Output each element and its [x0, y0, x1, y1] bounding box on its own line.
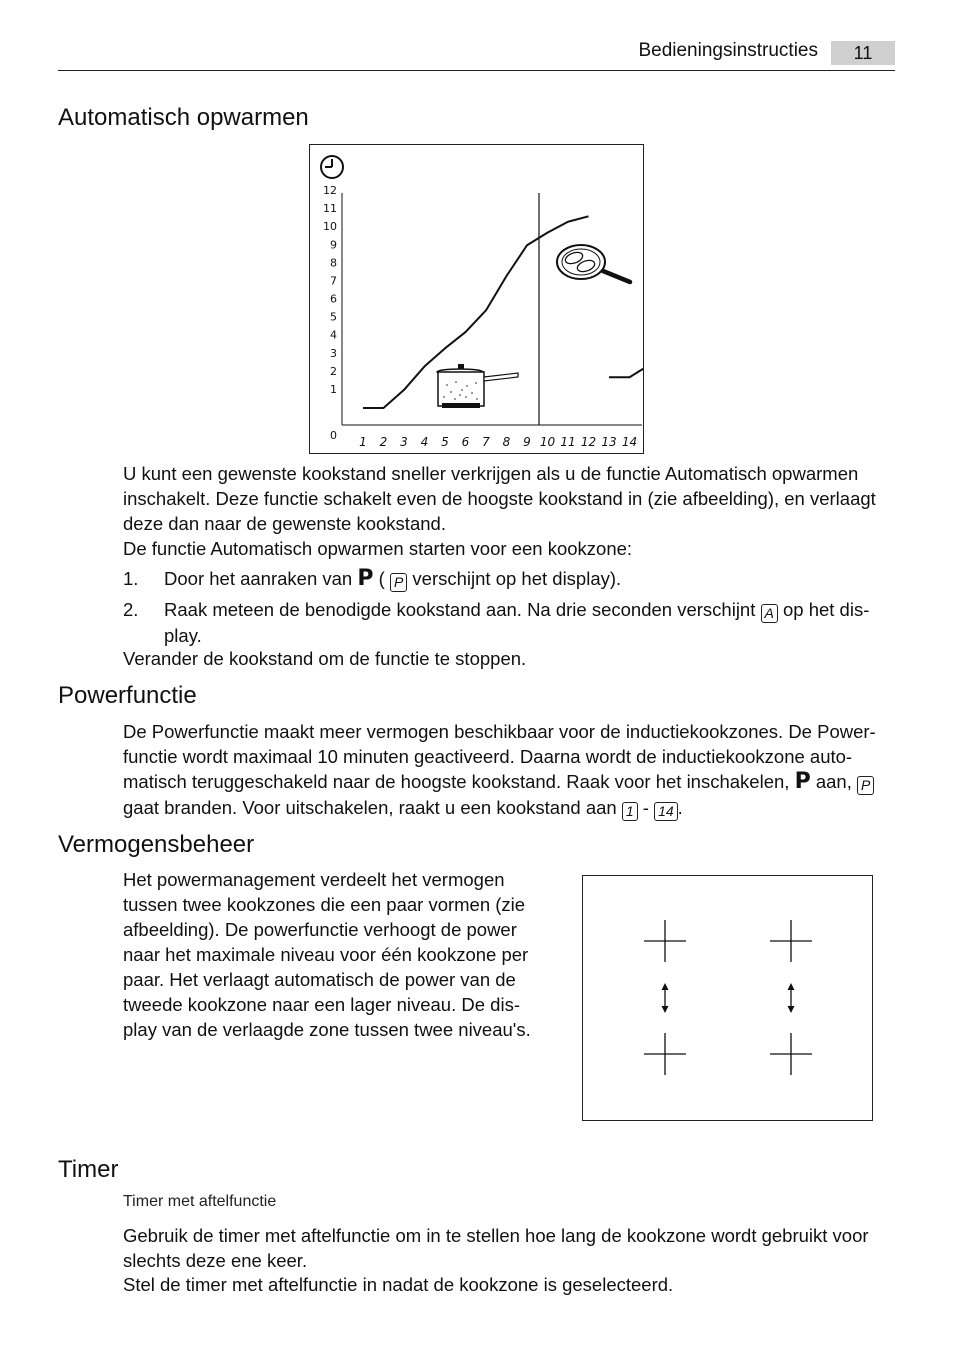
auto-heatup-stop: Verander de kookstand om de functie te stoppen.	[123, 648, 527, 669]
cooking-zone-front-left	[644, 920, 686, 962]
y-tick-label: 12	[323, 184, 337, 197]
timer-instruction: Stel de timer met aftelfunctie in nadat de kookzone is geselecteerd.	[123, 1274, 674, 1295]
display-range-low: 1	[622, 802, 638, 821]
y-tick-label: 8	[330, 256, 337, 270]
y-tick-label: 10	[323, 220, 337, 234]
powerfunctie-text-a: De Powerfunctie maakt meer vermogen beschikbaar voor de inductiekookzones. De Power-functie wordt maximaal 10 minuten geactiveerd. Daarna wordt de inductiekookzone auto-matisch teruggeschakeld naar de hoogste kookstand. Raak voor het inschakelen,	[123, 721, 876, 792]
x-tick-label: 4	[420, 435, 429, 449]
x-tick-label: 9	[523, 435, 531, 449]
y-tick-label: 9	[330, 238, 337, 252]
powerfunctie-text-e: .	[677, 797, 683, 818]
timer-subtitle: Timer met aftelfunctie	[123, 1193, 277, 1210]
x-tick-label: 3	[400, 435, 408, 449]
power-p-symbol: P	[357, 566, 374, 591]
display-p-symbol: P	[390, 573, 407, 592]
x-tick-label: 2	[379, 435, 388, 449]
step-2-text-b: op het dis-play.	[164, 599, 870, 646]
y-tick-label: 2	[330, 364, 337, 378]
step-2-text-a: Raak meteen de benodigde kookstand aan. Na drie seconden verschijnt	[164, 599, 756, 620]
section-title-powerfunctie: Powerfunctie	[58, 682, 197, 709]
cooktop-zone-pairs-svg	[583, 876, 872, 1120]
x-tick-label: 6	[461, 435, 470, 449]
x-tick-label: 11	[560, 435, 576, 449]
auto-heatup-intro: U kunt een gewenste kookstand sneller verkrijgen als u de functie Automatisch opwarmen inschakelt. Deze functie schakelt even de hoogste kookstand in (zie afbeelding), en verlaagt deze dan naar de gewenste kookstand.	[123, 463, 876, 534]
y-tick-label: 0	[330, 429, 337, 442]
x-tick-label: 12	[580, 435, 597, 449]
step-1-number: 1.	[123, 568, 139, 589]
x-tick-label: 10	[539, 435, 556, 449]
y-tick-label: 4	[330, 328, 337, 342]
y-tick-label: 1	[330, 382, 337, 396]
section-title-timer: Timer	[58, 1156, 119, 1183]
section-title-vermogensbeheer: Vermogensbeheer	[58, 831, 255, 858]
y-tick-label: 6	[330, 292, 337, 306]
frying-pan-icon	[557, 245, 630, 282]
cooking-pot-icon	[437, 364, 518, 408]
cooking-zone-rear-left	[644, 1033, 686, 1075]
powerfunctie-text	[123, 719, 895, 821]
cooking-zone-front-right	[770, 920, 812, 962]
x-tick-label: 13	[601, 435, 617, 449]
step-2	[123, 597, 895, 648]
y-tick-label: 11	[323, 202, 337, 216]
display-range-high: 14	[654, 802, 678, 821]
auto-heatup-chart-svg	[310, 145, 643, 453]
section-title-automatisch-opwarmen: Automatisch opwarmen	[58, 104, 309, 131]
x-tick-label: 7	[482, 435, 490, 449]
powerfunctie-text-c: gaat branden. Voor uitschakelen, raakt u een kookstand aan	[123, 797, 617, 818]
cooking-zone-rear-right	[770, 1033, 812, 1075]
auto-heatup-steps	[123, 566, 895, 648]
x-tick-label: 14	[621, 435, 638, 449]
series-line-2	[609, 365, 643, 378]
auto-heatup-start-label: De functie Automatisch opwarmen starten voor een kookzone:	[123, 538, 633, 559]
y-tick-label: 7	[330, 274, 337, 288]
y-tick-label: 5	[330, 310, 337, 324]
step-1	[123, 566, 895, 592]
display-p-symbol-2: P	[857, 776, 874, 795]
powerfunctie-text-b: aan,	[815, 771, 852, 792]
power-p-symbol-2: P	[794, 769, 811, 794]
running-header: Bedieningsinstructies	[638, 40, 818, 61]
header-divider	[58, 70, 895, 71]
step-1-text-b: (	[378, 568, 385, 589]
powerfunctie-text-d: -	[642, 797, 649, 818]
x-tick-label: 8	[502, 435, 511, 449]
vermogensbeheer-text: Het powermanagement verdeelt het vermogen tussen twee kookzones die een paar vormen (zie afbeelding). De powerfunctie verhoogt de power naar het maximale niveau voor één kookzone per paar. Het verlaagt automatisch de power van de tweede kookzone naar een lager niveau. De dis-play van de verlaagde zone tussen twee niveau's.	[123, 869, 531, 1040]
x-tick-label: 1	[359, 435, 367, 449]
y-tick-labels	[323, 184, 337, 442]
x-tick-labels	[359, 435, 637, 449]
page-number: 11	[831, 41, 895, 65]
x-tick-label: 5	[441, 435, 449, 449]
step-1-text-a: Door het aanraken van	[164, 568, 353, 589]
step-2-number: 2.	[123, 599, 139, 620]
display-a-symbol: A	[761, 604, 778, 623]
step-1-text-c: verschijnt op het display).	[412, 568, 622, 589]
auto-heatup-chart	[309, 144, 644, 454]
cooktop-zone-pairs-diagram	[582, 875, 873, 1121]
timer-text: Gebruik de timer met aftelfunctie om in te stellen hoe lang de kookzone wordt gebruikt voor slechts deze ene keer.	[123, 1225, 869, 1271]
clock-icon	[321, 156, 343, 178]
y-tick-label: 3	[330, 346, 337, 360]
